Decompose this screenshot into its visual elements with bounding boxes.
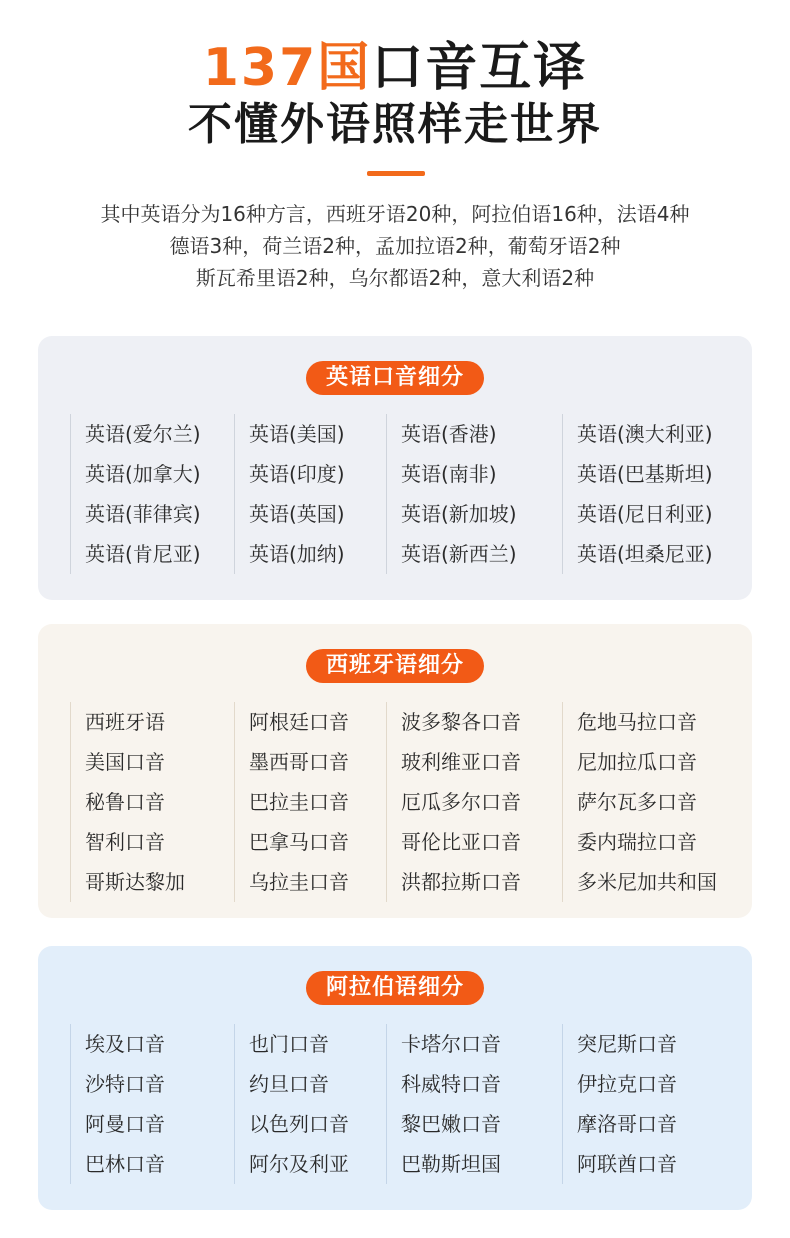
arabic-section-title: 阿拉伯语细分 — [306, 971, 484, 1005]
accent-item: 多米尼加共和国 — [577, 870, 717, 894]
accent-item: 智利口音 — [85, 830, 165, 854]
accent-item: 波多黎各口音 — [401, 710, 521, 734]
accent-column — [234, 1024, 386, 1184]
accent-item: 哥伦比亚口音 — [401, 830, 521, 854]
accent-item: 英语(美国) — [249, 422, 345, 446]
accent-item: 卡塔尔口音 — [401, 1032, 501, 1056]
hero-title-rest: 口音互译 — [371, 38, 588, 98]
accent-item: 委内瑞拉口音 — [577, 830, 697, 854]
accent-item: 巴林口音 — [85, 1152, 165, 1176]
accent-column — [70, 414, 234, 574]
intro-text — [0, 198, 790, 294]
accent-item: 乌拉圭口音 — [249, 870, 349, 894]
spanish-accent-grid — [70, 702, 730, 902]
accent-column — [562, 1024, 730, 1184]
accent-item: 墨西哥口音 — [249, 750, 349, 774]
accent-item: 巴拉圭口音 — [249, 790, 349, 814]
accent-item: 巴勒斯坦国 — [401, 1152, 501, 1176]
accent-column — [70, 1024, 234, 1184]
accent-item: 哥斯达黎加 — [85, 870, 185, 894]
accent-item: 英语(英国) — [249, 502, 345, 526]
accent-item: 也门口音 — [249, 1032, 329, 1056]
accent-item: 阿联酋口音 — [577, 1152, 677, 1176]
accent-item: 厄瓜多尔口音 — [401, 790, 521, 814]
hero-subtitle: 不懂外语照样走世界 — [188, 99, 602, 150]
accent-item: 萨尔瓦多口音 — [577, 790, 697, 814]
accent-item: 英语(肯尼亚) — [85, 542, 201, 566]
accent-item: 英语(巴基斯坦) — [577, 462, 713, 486]
intro-line: 其中英语分为16种方言，西班牙语20种，阿拉伯语16种，法语4种 — [100, 202, 690, 226]
accent-item: 英语(南非) — [401, 462, 497, 486]
accent-item: 阿曼口音 — [85, 1112, 165, 1136]
accent-item: 英语(菲律宾) — [85, 502, 201, 526]
accent-item: 摩洛哥口音 — [577, 1112, 677, 1136]
arabic-accent-card — [38, 946, 752, 1210]
accent-item: 英语(加纳) — [249, 542, 345, 566]
english-accent-grid — [70, 414, 730, 574]
hero-title-accent: 137国 — [202, 38, 372, 98]
accent-column — [234, 702, 386, 902]
accent-item: 尼加拉瓜口音 — [577, 750, 697, 774]
english-section-title: 英语口音细分 — [306, 361, 484, 395]
accent-item: 阿根廷口音 — [249, 710, 349, 734]
accent-item: 英语(新加坡) — [401, 502, 517, 526]
intro-line: 斯瓦希里语2种，乌尔都语2种，意大利语2种 — [195, 266, 595, 290]
accent-item: 伊拉克口音 — [577, 1072, 677, 1096]
accent-item: 沙特口音 — [85, 1072, 165, 1096]
spanish-section-title: 西班牙语细分 — [306, 649, 484, 683]
accent-item: 英语(加拿大) — [85, 462, 201, 486]
accent-item: 黎巴嫩口音 — [401, 1112, 501, 1136]
accent-item: 科威特口音 — [401, 1072, 501, 1096]
accent-column — [386, 414, 562, 574]
english-accent-card — [38, 336, 752, 600]
accent-item: 英语(香港) — [401, 422, 497, 446]
accent-column — [386, 1024, 562, 1184]
spanish-accent-card — [38, 624, 752, 918]
accent-column — [234, 414, 386, 574]
accent-item: 美国口音 — [85, 750, 165, 774]
accent-item: 英语(尼日利亚) — [577, 502, 713, 526]
accent-item: 危地马拉口音 — [577, 710, 697, 734]
accent-item: 以色列口音 — [249, 1112, 349, 1136]
accent-item: 约旦口音 — [249, 1072, 329, 1096]
accent-item: 西班牙语 — [85, 710, 165, 734]
accent-item: 洪都拉斯口音 — [401, 870, 521, 894]
accent-item: 阿尔及利亚 — [249, 1152, 349, 1176]
intro-line: 德语3种，荷兰语2种，孟加拉语2种，葡萄牙语2种 — [169, 234, 621, 258]
accent-item: 英语(澳大利亚) — [577, 422, 713, 446]
accent-item: 埃及口音 — [85, 1032, 165, 1056]
accent-item: 英语(新西兰) — [401, 542, 517, 566]
title-divider — [367, 171, 425, 176]
accent-item: 英语(印度) — [249, 462, 345, 486]
accent-column — [562, 414, 730, 574]
accent-item: 秘鲁口音 — [85, 790, 165, 814]
accent-column — [386, 702, 562, 902]
arabic-accent-grid — [70, 1024, 730, 1184]
accent-column — [70, 702, 234, 902]
hero-title — [0, 38, 790, 98]
accent-item: 巴拿马口音 — [249, 830, 349, 854]
accent-item: 玻利维亚口音 — [401, 750, 521, 774]
accent-column — [562, 702, 730, 902]
accent-item: 突尼斯口音 — [577, 1032, 677, 1056]
accent-item: 英语(爱尔兰) — [85, 422, 201, 446]
accent-item: 英语(坦桑尼亚) — [577, 542, 713, 566]
